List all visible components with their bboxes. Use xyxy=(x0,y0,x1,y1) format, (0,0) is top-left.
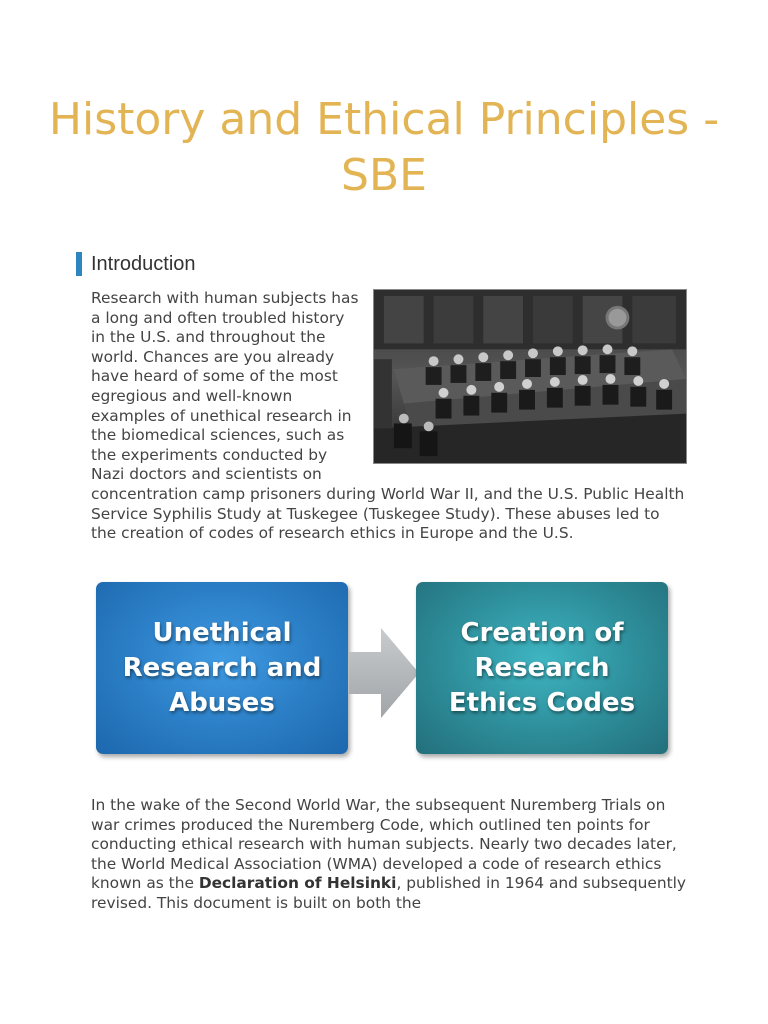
ethics-flow-diagram xyxy=(95,582,669,758)
ethics-codes-box xyxy=(416,582,668,754)
intro-paragraph-block xyxy=(91,289,687,544)
right-arrow-icon xyxy=(349,628,419,718)
section-title: Introduction xyxy=(91,252,196,275)
ethics-codes-label: Creation of Research Ethics Codes xyxy=(448,617,636,718)
page-title: History and Ethical Principles - SBE xyxy=(48,94,720,201)
section-accent-bar xyxy=(76,252,82,276)
intro-paragraph: Research with human subjects has a long and often troubled history in the U.S. and throughout the world. Chances are you already have heard of some of the most egregious and well-known examples of unethical research in the biomedical sciences, such as the experiments conducted by Nazi doctors and scientists on concentration camp prisoners during World War II, and the U.S. Public Health Service Syphilis Study at Tuskegee (Tuskegee Study). These abuses led to the creation of codes of research ethics in Europe and the U.S. xyxy=(91,289,685,543)
courtroom-photo-icon xyxy=(374,290,686,463)
section-heading xyxy=(76,252,196,276)
helsinki-text-before: In the wake of the Second World War, the subsequent Nuremberg Trials on war crimes produced the Nuremberg Code, which outlined ten points for conducting ethical research with human subjects. Nearly two decades later, the World Medical Association (WMA) developed a code of research ethics known as the xyxy=(91,796,677,893)
helsinki-paragraph xyxy=(91,796,687,914)
helsinki-declaration-bold: Declaration of Helsinki xyxy=(198,874,397,893)
helsinki-text-after: , published in 1964 and subsequently revised. This document is built on both the xyxy=(91,874,686,912)
courtroom-photo xyxy=(373,289,687,464)
unethical-research-label: Unethical Research and Abuses xyxy=(122,617,322,718)
unethical-research-box xyxy=(96,582,348,754)
